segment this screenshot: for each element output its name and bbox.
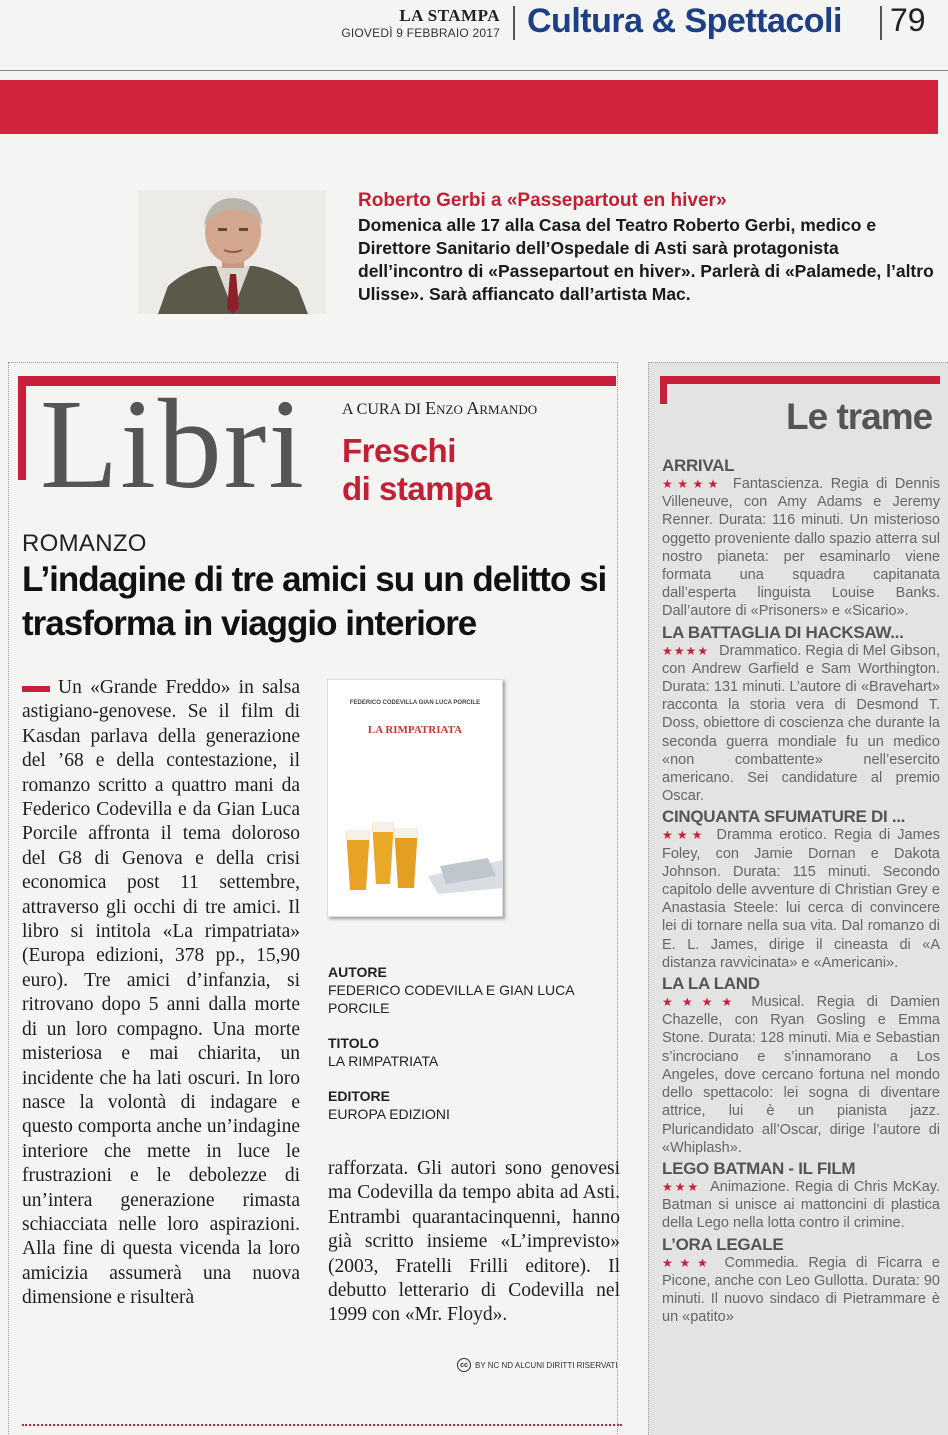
article-headline: L’indagine di tre amici su un delitto si trasforma in viaggio interiore bbox=[22, 560, 607, 643]
masthead-rule bbox=[0, 70, 948, 71]
newspaper-name: LA STAMPA bbox=[399, 6, 500, 25]
trame-accent-bar bbox=[660, 376, 667, 404]
film-description: Commedia. Regia di Ficarra e Picone, anche con Leo Gullotta. Durata: 90 minuti. Il nuovo sindaco di Pietrammare è un «patito» bbox=[662, 1254, 940, 1326]
article-body-right: rafforzata. Gli autori sono genovesi ma Codevilla da tempo abita ad Asti. Entrambi quarantacinquenni, hanno già scritto insieme «L’imprevisto» (2003, Fratelli Frilli editore). Il debutto letterario di Codevilla nel 1999 con «Mr. Floyd». bbox=[328, 1158, 620, 1326]
film-title: CINQUANTA SFUMATURE DI ... bbox=[662, 807, 906, 827]
detail-value: LA RIMPATRIATA bbox=[328, 1053, 439, 1069]
rating-stars: ★★★★ bbox=[662, 477, 723, 491]
film-title: LA LA LAND bbox=[662, 974, 760, 994]
film-item bbox=[662, 807, 940, 972]
film-list bbox=[662, 456, 940, 1328]
notice-body: Domenica alle 17 alla Casa del Teatro Roberto Gerbi, medico e Direttore Sanitario dell’Ospedale di Asti sarà protagonista dell’incontro di «Passepartout en hiver». Parlerà di «Palamede, l’altro Ulisse». Sarà affiancato dall’artista Mac. bbox=[358, 215, 934, 304]
book-cover bbox=[327, 679, 503, 917]
section-name: Cultura & Spettacoli bbox=[527, 2, 842, 40]
license-notice bbox=[457, 1358, 618, 1372]
masthead-divider bbox=[880, 6, 882, 40]
film-description: Dramma erotico. Regia di James Foley, con Jamie Dornan e Dakota Johnson. Durata: 115 minuti. Secondo capitolo delle avventure di Christian Grey e Anastasia Steele: lui cerca di convincere lei di tornare nella sua vita. Dal romanzo di E. L. James, dirige il cineasta di «A distanza ravvicinata» e «Americani». bbox=[662, 827, 940, 971]
book-details bbox=[328, 963, 618, 1140]
film-title: L’ORA LEGALE bbox=[662, 1234, 784, 1254]
trame-title: Le trame bbox=[786, 396, 933, 437]
curator-credit bbox=[342, 398, 537, 419]
curator-prefix: A CURA DI bbox=[342, 401, 422, 418]
dotted-divider bbox=[22, 1424, 622, 1426]
portrait-illustration bbox=[138, 190, 326, 314]
rating-stars: ★★★ bbox=[662, 1179, 701, 1194]
notice-title: Roberto Gerbi a «Passepartout en hiver» bbox=[358, 190, 727, 211]
rating-stars: ★★★★ bbox=[662, 643, 710, 658]
column-subtitle-line: di stampa bbox=[342, 470, 492, 507]
column-subtitle bbox=[342, 432, 492, 508]
masthead bbox=[0, 0, 948, 72]
film-item bbox=[662, 1159, 940, 1233]
film-item bbox=[662, 1235, 940, 1327]
article-body-left bbox=[22, 676, 300, 1311]
film-description: Animazione. Regia di Chris McKay. Batman si unisce ai mattoncini di plastica della Lego nella lotta contro il crimine. bbox=[662, 1178, 940, 1232]
film-description: Drammatico. Regia di Mel Gibson, con Andrew Garfield e Sam Worthington. Durata: 131 minuti. L’autore di «Bravehart» racconta la storia vera di Desmond T. Doss, obiettore di coscienza che durante la seconda guerra mondiale fu un medico «non combattente» nell’esercito americano. Sei candidature al premio Oscar. bbox=[662, 642, 940, 805]
trame-accent-bar bbox=[660, 376, 940, 384]
publication-date: GIOVEDÌ 9 FEBBRAIO 2017 bbox=[341, 26, 500, 40]
curator-name: Enzo Armando bbox=[425, 398, 538, 418]
film-title: LEGO BATMAN - IL FILM bbox=[662, 1158, 856, 1178]
detail-label: AUTORE bbox=[328, 964, 387, 980]
article-body-text: Un «Grande Freddo» in salsa astigiano-genovese. Se il film di Kasdan parlava della generazione del ’68 e della contestazione, il romanzo scritto a quattro mani da Federico Codevilla e da Gian Luca Porcile affronta il tema doloroso del G8 di Genova e della crisi economica post 11 settembre, attraverso gli occhi di tre amici. Il libro si intitola «La rimpatriata» (Europa edizioni, 378 pp., 15,90 euro). Tre amici d’infanzia, si ritrovano dopo 5 anni dalla morte di un loro compagno. Una morte misteriosa e mai chiarita, un incidente che ha lati oscuri. In loro nasce la volontà di indagare e questo comporta anche un’indagine interiore che mette in luce le frustrazioni e le debolezze di un’intera generazione rimasta schiacciata nelle loro aspirazioni. Alla fine di questa vicenda la loro amicizia assumerà una nuova dimensione e risulterà bbox=[22, 677, 300, 1309]
rating-stars: ★★★★ bbox=[662, 995, 742, 1010]
beer-glasses-illustration bbox=[328, 680, 503, 917]
detail-value: EUROPA EDIZIONI bbox=[328, 1106, 450, 1122]
film-item bbox=[662, 974, 940, 1157]
article-kicker: ROMANZO bbox=[22, 530, 147, 557]
film-item bbox=[662, 456, 940, 621]
masthead-divider bbox=[513, 6, 515, 40]
film-description: Musical. Regia di Damien Chazelle, con Ryan Gosling e Emma Stone. Durata: 128 minuti. Mia e Sebastian s’incrociano e s’innamorano a Los Angeles, dove cercano fortuna nel mondo dello spettacolo: lei sogna di diventare attrice, lui è un pianista jazz. Pluricandidato all’Oscar, dirige l’autore di «Whiplash». bbox=[662, 994, 940, 1156]
red-banner bbox=[0, 80, 938, 134]
rating-stars: ★★★ bbox=[662, 828, 707, 843]
film-title: LA BATTAGLIA DI HACKSAW... bbox=[662, 622, 904, 642]
libri-accent-bar bbox=[18, 376, 26, 480]
libri-logo: Libri bbox=[40, 373, 306, 515]
detail-value: FEDERICO CODEVILLA E GIAN LUCA PORCILE bbox=[328, 982, 574, 1016]
page-number: 79 bbox=[890, 2, 926, 38]
paragraph-marker bbox=[22, 686, 50, 692]
book-cover-authors: FEDERICO CODEVILLA GIAN LUCA PORCILE bbox=[349, 700, 481, 706]
creative-commons-icon: cc bbox=[457, 1358, 471, 1372]
film-title: ARRIVAL bbox=[662, 456, 735, 475]
book-cover-title: LA RIMPATRIATA bbox=[367, 724, 463, 736]
detail-label: TITOLO bbox=[328, 1035, 380, 1051]
portrait-photo bbox=[138, 190, 326, 314]
film-item bbox=[662, 623, 940, 806]
license-text: BY NC ND ALCUNI DIRITTI RISERVATI bbox=[475, 1360, 618, 1370]
detail-label: EDITORE bbox=[328, 1088, 390, 1104]
rating-stars: ★★★ bbox=[662, 1255, 715, 1270]
film-description: Fantascienza. Regia di Dennis Villeneuve, con Amy Adams e Jeremy Renner. Durata: 116 minuti. Un misterioso oggetto proveniente dallo spazio atterra sul nostro pianeta: per esaminarlo viene formata una squadra capitanata dall’esperta linguista Louise Banks. Dall’autore di «Prisoners» e «Sicario». bbox=[662, 476, 940, 620]
column-subtitle-line: Freschi bbox=[342, 432, 456, 469]
